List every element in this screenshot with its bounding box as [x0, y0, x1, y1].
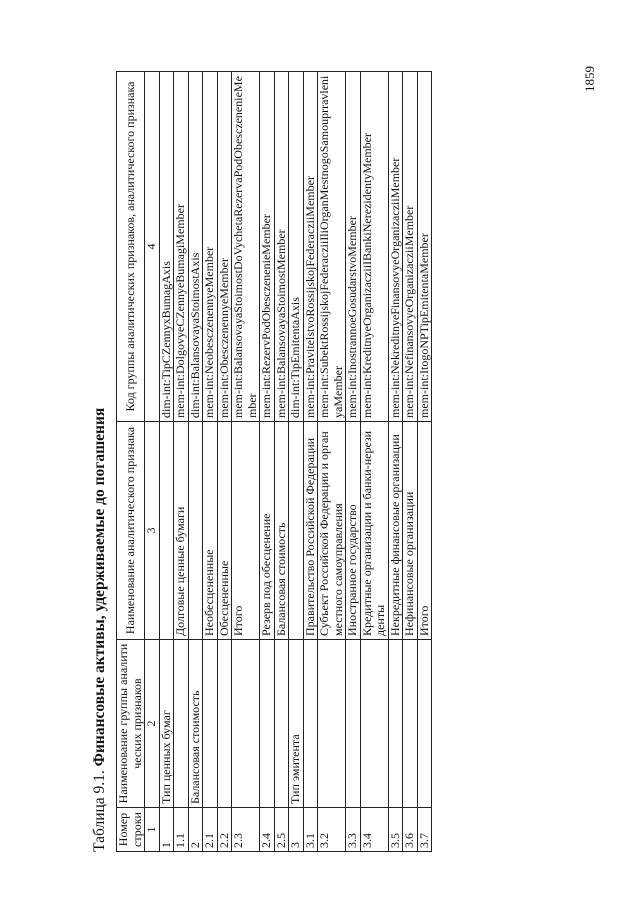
page-number: 1859 — [582, 66, 597, 92]
table-row — [303, 72, 318, 852]
code-cell: mem-int:ObesczenennyeMember — [217, 72, 232, 422]
code-cell: dim-int:TipEmitentaAxis — [289, 72, 304, 422]
row-number: 2.5 — [274, 808, 289, 852]
code-cell: mem-int:NeobesczenennyeMember — [203, 72, 218, 422]
row-number: 2.4 — [260, 808, 275, 852]
code-cell: mem-int:PravitelstvoRossijskojFederacziiMember — [303, 72, 318, 422]
attribute-name-cell: Итого — [232, 422, 260, 640]
code-cell: mem-int:ItogoNPTipEmitentaMember — [417, 72, 432, 422]
table-row — [403, 72, 418, 852]
attribute-name-cell: Резерв под обесценение — [260, 422, 275, 640]
code-cell: mem-int:SubektRossijskojFederacziiIliOrganMestnogoSamouprravleniyaMember — [318, 72, 346, 422]
group-name-cell — [217, 640, 232, 808]
column-number: 2 — [145, 640, 160, 808]
table-row — [318, 72, 346, 852]
header-row — [117, 72, 145, 852]
row-number: 1 — [159, 808, 174, 852]
header-row-number: Номер строки — [117, 808, 145, 852]
code-cell: mem-int:BalansovayaStoimostMember — [274, 72, 289, 422]
rotated-page-content — [90, 72, 610, 852]
row-number: 3.5 — [388, 808, 403, 852]
code-cell: mem-int:BalansovayaStoimostDoVychetaRezervaPodObesczenenieMember — [232, 72, 260, 422]
attribute-name-cell — [289, 422, 304, 640]
attribute-name-cell: Необесцененные — [203, 422, 218, 640]
group-name-cell — [274, 640, 289, 808]
code-cell: dim-int:TipCZennyxBumagAxis — [159, 72, 174, 422]
row-number: 2 — [188, 808, 203, 852]
row-number: 2.1 — [203, 808, 218, 852]
attribute-name-cell — [188, 422, 203, 640]
attribute-name-cell: Балансовая стоимость — [274, 422, 289, 640]
column-number: 3 — [145, 422, 160, 640]
table-row — [417, 72, 432, 852]
code-cell: mem-int:KreditnyeOrganizacziiIBankiNerezidentyMember — [360, 72, 388, 422]
header-code: Код группы аналитических признаков, аналитического признака — [117, 72, 145, 422]
table-row — [217, 72, 232, 852]
row-number: 3 — [289, 808, 304, 852]
code-cell: mem-int:InostrannoeGosudarstvoMember — [346, 72, 361, 422]
group-name-cell — [388, 640, 403, 808]
attribute-name-cell: Иностранное государство — [346, 422, 361, 640]
group-name-cell — [303, 640, 318, 808]
group-name-cell — [232, 640, 260, 808]
caption-prefix: Таблица 9.1. — [91, 766, 108, 852]
table-row — [188, 72, 203, 852]
table-row — [174, 72, 189, 852]
attribute-name-cell: Нефинансовые организации — [403, 422, 418, 640]
code-cell: mem-int:DolgovyeCZennyeBumagiMember — [174, 72, 189, 422]
row-number: 1.1 — [174, 808, 189, 852]
table-row — [203, 72, 218, 852]
code-cell: mem-int:NefinansovyeOrganizacziiMember — [403, 72, 418, 422]
group-name-cell — [318, 640, 346, 808]
table-row — [346, 72, 361, 852]
caption-title: Финансовые активы, удерживаемые до погашения — [91, 407, 108, 767]
group-name-cell — [203, 640, 218, 808]
attribute-name-cell — [159, 422, 174, 640]
attribute-name-cell: Субъект Российской Федерации и орган местного самоуправления — [318, 422, 346, 640]
row-number: 3.4 — [360, 808, 388, 852]
table-caption — [90, 408, 110, 852]
header-attribute-name: Наименование аналитического признака — [117, 422, 145, 640]
attribute-name-cell: Правительство Российской Федерации — [303, 422, 318, 640]
group-name-cell: Тип эмитента — [289, 640, 304, 808]
row-number: 3.3 — [346, 808, 361, 852]
table-row — [274, 72, 289, 852]
attribute-name-cell: Кредитные организации и банки-нерезиденты — [360, 422, 388, 640]
code-cell: mem-int:NekreditnyeFinansovyeOrganizacziiMember — [388, 72, 403, 422]
column-number: 4 — [145, 72, 160, 422]
financial-assets-table — [116, 71, 432, 852]
group-name-cell — [346, 640, 361, 808]
attribute-name-cell: Итого — [417, 422, 432, 640]
attribute-name-cell: Обесцененные — [217, 422, 232, 640]
table-row — [289, 72, 304, 852]
group-name-cell: Тип ценных бумаг — [159, 640, 174, 808]
group-name-cell — [260, 640, 275, 808]
column-number: 1 — [145, 808, 160, 852]
row-number: 2.2 — [217, 808, 232, 852]
group-name-cell: Балансовая стоимость — [188, 640, 203, 808]
table-row — [260, 72, 275, 852]
table-row — [360, 72, 388, 852]
row-number: 3.2 — [318, 808, 346, 852]
code-cell: dim-int:BalansovayaStoimostAxis — [188, 72, 203, 422]
group-name-cell — [417, 640, 432, 808]
attribute-name-cell: Некредитные финансовые организации — [388, 422, 403, 640]
table-row — [388, 72, 403, 852]
row-number: 3.7 — [417, 808, 432, 852]
row-number: 3.1 — [303, 808, 318, 852]
table-row — [159, 72, 174, 852]
row-number: 2.3 — [232, 808, 260, 852]
column-number-row — [145, 72, 160, 852]
row-number: 3.6 — [403, 808, 418, 852]
group-name-cell — [174, 640, 189, 808]
group-name-cell — [360, 640, 388, 808]
attribute-name-cell: Долговые ценные бумаги — [174, 422, 189, 640]
table-row — [232, 72, 260, 852]
group-name-cell — [403, 640, 418, 808]
code-cell: mem-int:RezervPodObesczenenieMember — [260, 72, 275, 422]
header-group-name: Наименование группы аналитических признаков — [117, 640, 145, 808]
